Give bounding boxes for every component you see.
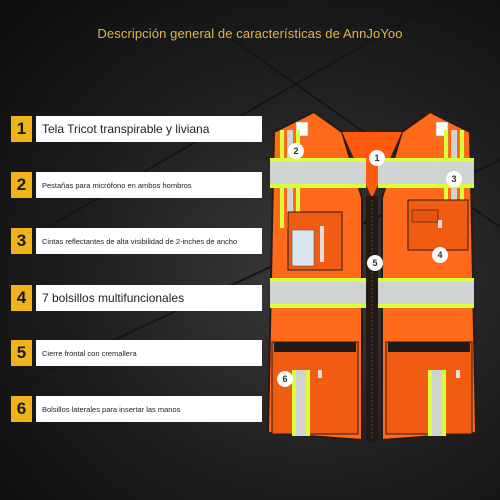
- reflective-band: [270, 158, 366, 162]
- feature-number: 4: [11, 285, 32, 311]
- feature-label: 7 bolsillos multifuncionales: [36, 285, 262, 311]
- feature-label: Pestañas para micrófono en ambos hombros: [36, 172, 262, 198]
- svg-text:1: 1: [374, 153, 380, 163]
- vest-callout-3: [446, 171, 462, 187]
- feature-number: 3: [11, 228, 32, 254]
- feature-item: [11, 116, 262, 142]
- safety-vest-image: [262, 108, 482, 450]
- feature-label: Cintas reflectantes de alta visibilidad de 2-inches de ancho: [36, 228, 262, 254]
- svg-text:6: 6: [282, 374, 288, 384]
- feature-label: Cierre frontal con cremallera: [36, 340, 262, 366]
- feature-number: 1: [11, 116, 32, 142]
- feature-label: Bolsillos laterales para insertar las manos: [36, 396, 262, 422]
- reflective-band: [378, 278, 474, 282]
- vest-callout-5: [367, 255, 383, 271]
- vest-callout-1: [369, 150, 385, 166]
- feature-number: 5: [11, 340, 32, 366]
- svg-text:2: 2: [293, 146, 299, 156]
- vest-callout-2: [288, 143, 304, 159]
- feature-number: 2: [11, 172, 32, 198]
- svg-text:5: 5: [372, 258, 378, 268]
- lower-pocket: [272, 342, 358, 434]
- background-stripe: [0, 0, 500, 122]
- svg-text:4: 4: [437, 250, 443, 260]
- svg-text:3: 3: [451, 174, 457, 184]
- feature-item: [11, 285, 262, 311]
- reflective-band: [270, 278, 366, 282]
- vest-callout-4: [432, 247, 448, 263]
- feature-item: [11, 172, 262, 198]
- feature-item: [11, 228, 262, 254]
- feature-item: [11, 340, 262, 366]
- feature-item: [11, 396, 262, 422]
- vest-callout-6: [277, 371, 293, 387]
- feature-label: Tela Tricot transpirable y liviana: [36, 116, 262, 142]
- headline: Descripción general de características de AnnJoYoo: [97, 26, 403, 41]
- reflective-band: [378, 158, 474, 162]
- feature-number: 6: [11, 396, 32, 422]
